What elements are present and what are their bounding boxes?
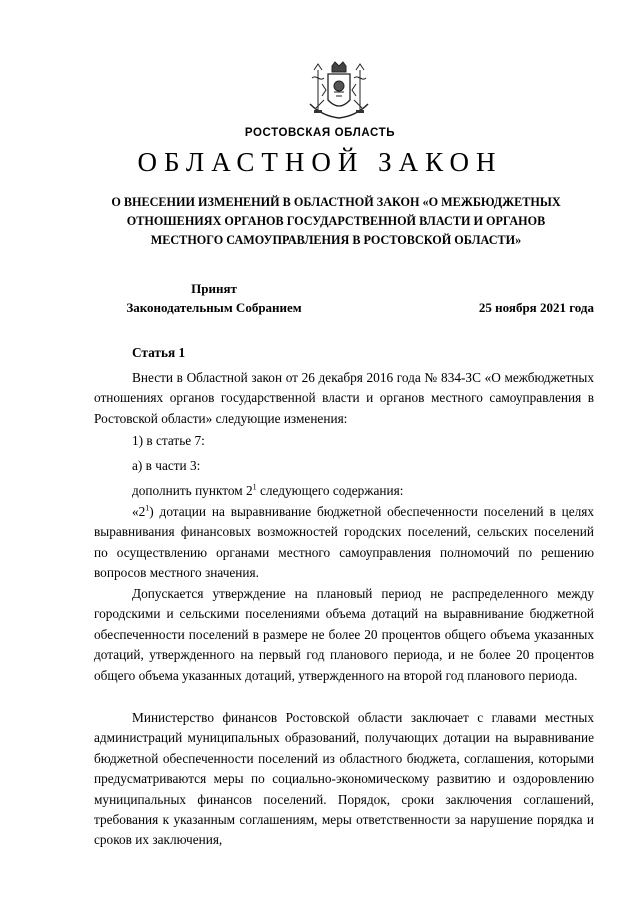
adoption-block xyxy=(94,279,334,317)
new-clause-paragraph: «$2^1$) дотации на выравнивание бюджетной обеспеченности поселений в целях выравнивания финансовых возможностей городских поселений, сельских поселений по осуществлению органами местного самоуправления полномочий по решению вопросов местного значения. xyxy=(94,503,594,581)
amendment-item-1: 1) в статье 7: xyxy=(132,433,205,448)
document-type-title: ОБЛАСТНОЙ ЗАКОН xyxy=(137,147,503,177)
ministry-agreements-paragraph: Министерство финансов Ростовской области заключает с главами местных администраций муниципальных образований, получающих дотации на выравнивание бюджетной обеспеченности поселений из областного бюджета, соглашения, которыми предусматриваются меры по социально-экономическому развитию и оздоровлению муниципальных финансов поселений. Порядок, сроки заключения соглашений, требования к указанным соглашениям, меры ответственности за нарушение порядка и сроков их заключения, xyxy=(94,710,594,848)
amendment-instruction: дополнить пунктом $2^1$ следующего содержания: xyxy=(132,482,404,498)
adopted-label: Принят xyxy=(191,281,237,296)
planned-period-paragraph: Допускается утверждение на плановый период не распределенного между городскими и сельскими поселениями объема дотаций на выравнивание бюджетной обеспеченности поселений в размере не более 20 процентов общего объема указанных дотаций, утвержденного на первый год планового периода, и не более 20 процентов общего объема указанных дотаций, утвержденного на второй год планового периода. xyxy=(94,586,594,683)
article-intro-paragraph: Внести в Областной закон от 26 декабря 2016 года № 834-ЗС «О межбюджетных отношениях органов государственной власти и органов местного самоуправления в Ростовской области» следующие изменения: xyxy=(94,370,594,426)
law-subject-heading: О ВНЕСЕНИИ ИЗМЕНЕНИЙ В ОБЛАСТНОЙ ЗАКОН «О МЕЖБЮДЖЕТНЫХ ОТНОШЕНИЯХ ОРГАНОВ ГОСУДАРСТВЕННОЙ ВЛАСТИ И ОРГАНОВ МЕСТНОГО САМОУПРАВЛЕНИЯ В РОСТОВСКОЙ ОБЛАСТИ» xyxy=(111,195,561,247)
adopting-body: Законодательным Собранием xyxy=(126,300,302,315)
adoption-date: 25 ноября 2021 года xyxy=(478,300,594,315)
region-name: РОСТОВСКАЯ ОБЛАСТЬ xyxy=(244,127,396,139)
amendment-item-a: а) в части 3: xyxy=(132,458,201,473)
coat-of-arms-emblem xyxy=(306,60,372,122)
article-heading: Статья 1 xyxy=(132,345,186,360)
